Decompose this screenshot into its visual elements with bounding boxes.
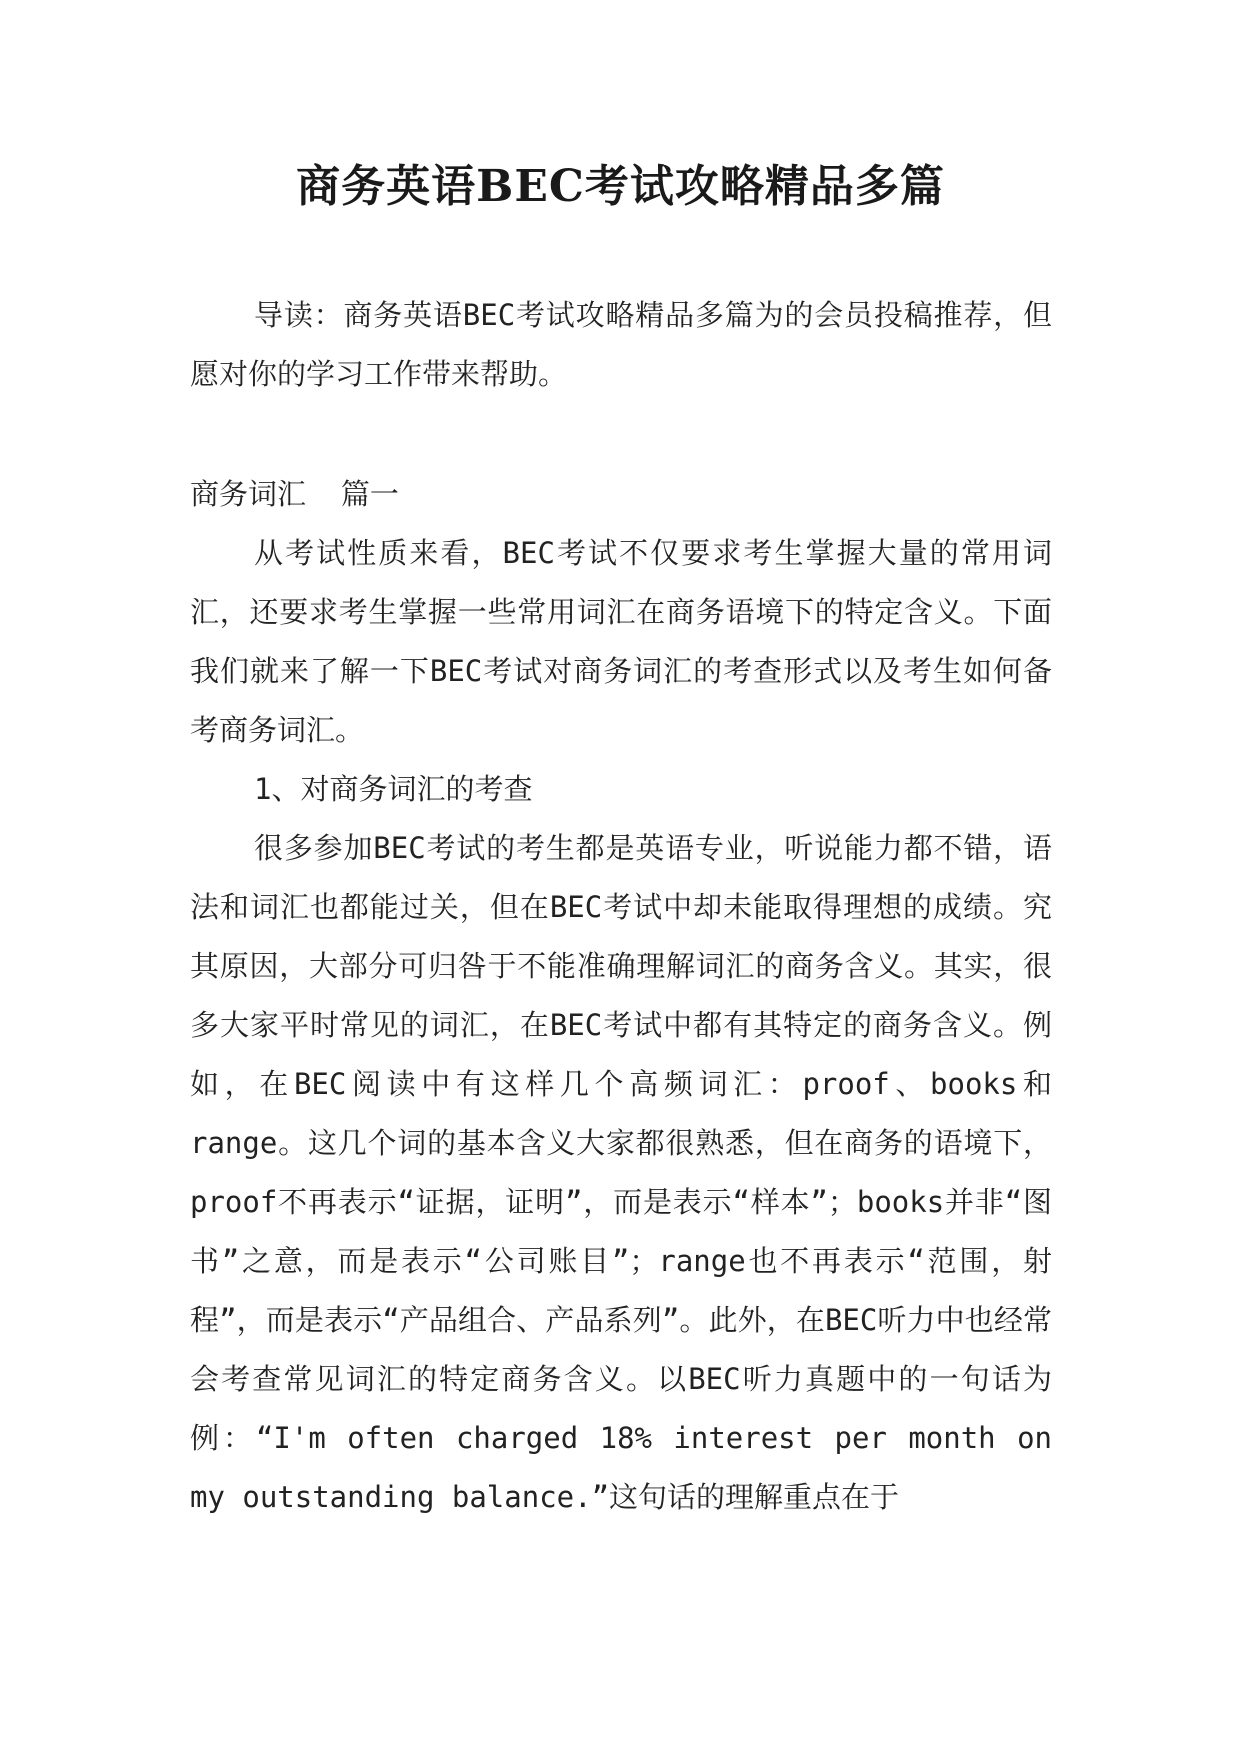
paragraph-2: 很多参加BEC考试的考生都是英语专业，听说能力都不错，语法和词汇也都能过关，但在BEC考试中却未能取得理想的成绩。究其原因，大部分可归咎于不能准确理解词汇的商务含义。其实，很多大家平时常见的词汇，在BEC考试中都有其特定的商务含义。例如，在BEC阅读中有这样几个高频词汇：proof、books和range。这几个词的基本含义大家都很熟悉，但在商务的语境下，proof不再表示“证据，证明”，而是表示“样本”；books并非“图书”之意，而是表示“公司账目”；range也不再表示“范围，射程”，而是表示“产品组合、产品系列”。此外，在BEC听力中也经常会考查常见词汇的特定商务含义。以BEC听力真题中的一句话为例：“I'm often charged 18% interest per month on my outstanding balance.”这句话的理解重点在于 bbox=[190, 831, 1052, 1514]
section-heading: 商务词汇 篇一 bbox=[190, 477, 399, 511]
subheading-1: 1、对商务词汇的考查 bbox=[254, 772, 533, 806]
document-title: 商务英语BEC考试攻略精品多篇 bbox=[296, 161, 945, 212]
intro-text: 导读：商务英语BEC考试攻略精品多篇为的会员投稿推荐，但愿对你的学习工作带来帮助。 bbox=[190, 298, 1052, 391]
intro-paragraph bbox=[190, 286, 1052, 404]
section-body bbox=[190, 524, 1052, 1527]
paragraph-1: 从考试性质来看，BEC考试不仅要求考生掌握大量的常用词汇，还要求考生掌握一些常用词汇在商务语境下的特定含义。下面我们就来了解一下BEC考试对商务词汇的考查形式以及考生如何备考商务词汇。 bbox=[190, 536, 1052, 747]
